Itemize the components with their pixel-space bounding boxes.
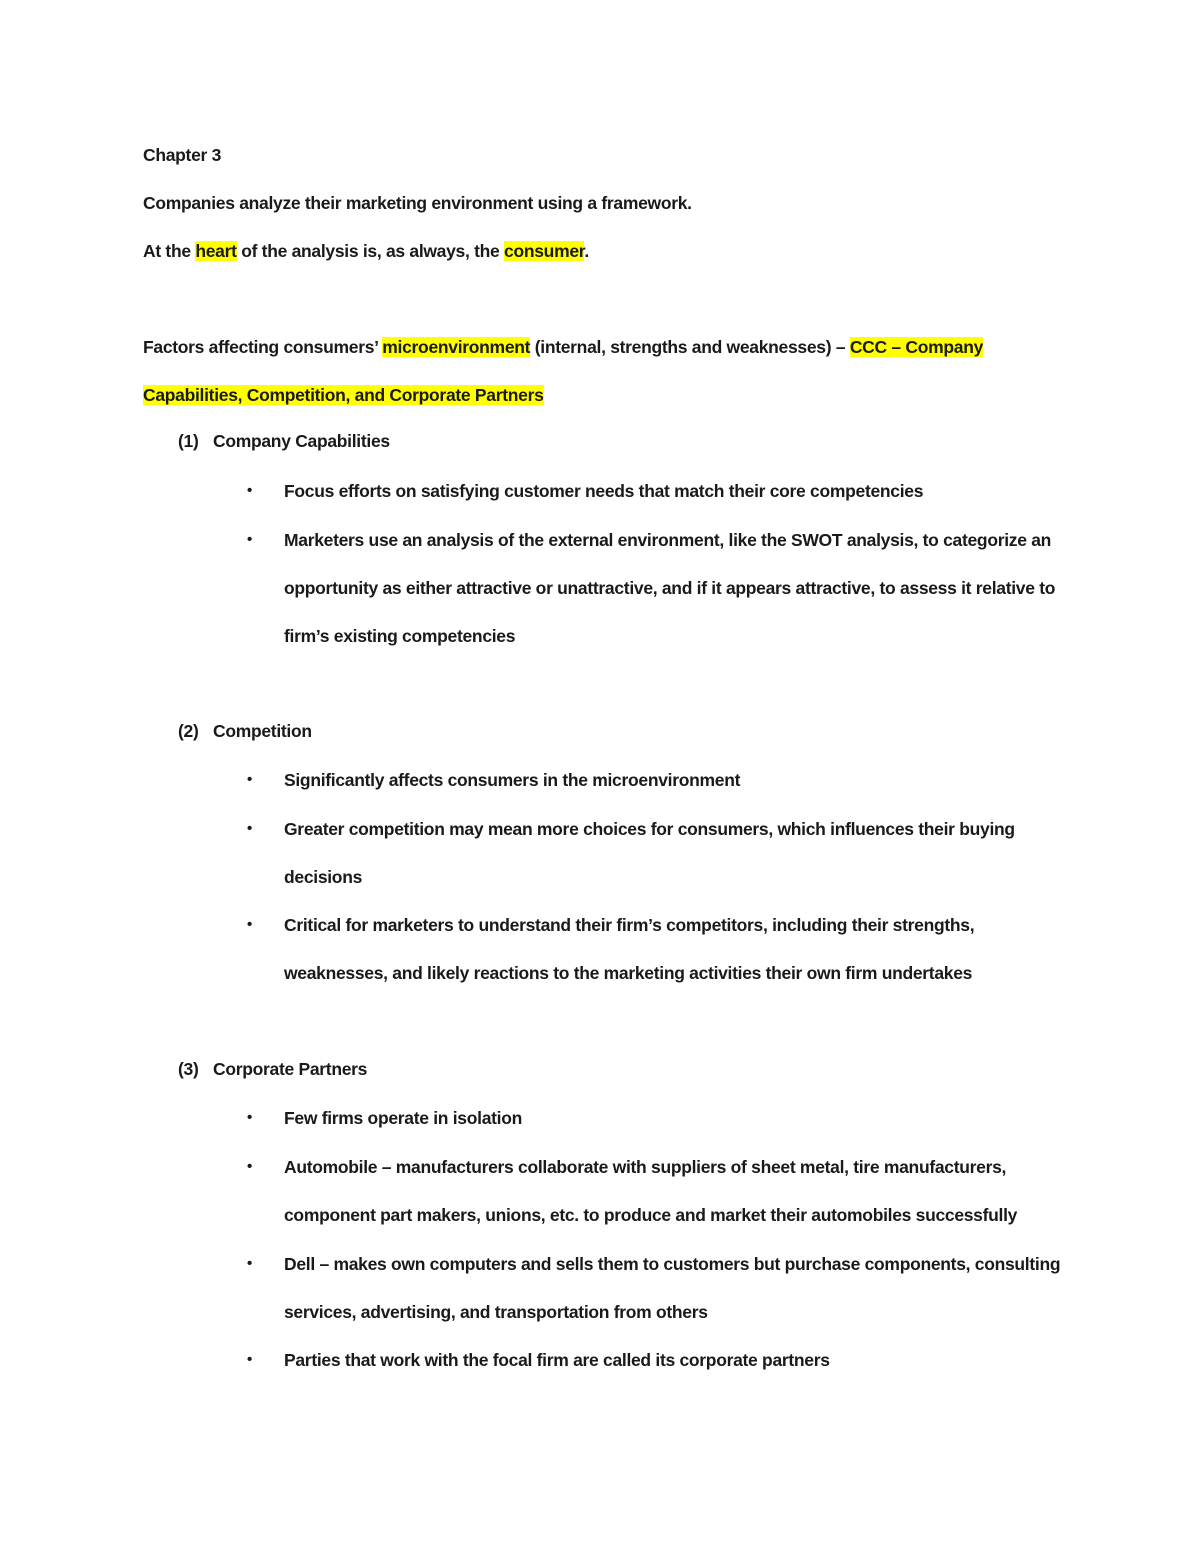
highlight-consumer: consumer bbox=[504, 241, 585, 261]
list-item: Automobile – manufacturers collaborate with suppliers of sheet metal, tire manufacturers, bbox=[284, 1157, 1007, 1177]
heart-text-1: At the bbox=[143, 241, 196, 261]
list-item: Dell – makes own computers and sells them to customers but purchase components, consulting bbox=[284, 1254, 1061, 1274]
section-number: (1) bbox=[178, 431, 199, 451]
intro-paragraph: Companies analyze their marketing environment using a framework. bbox=[143, 193, 692, 213]
list-item: Critical for marketers to understand their firm’s competitors, including their strengths, bbox=[284, 915, 975, 935]
heart-text-3: . bbox=[584, 241, 589, 261]
highlight-microenvironment: microenvironment bbox=[382, 337, 531, 357]
bullet-icon: • bbox=[247, 771, 252, 788]
factors-text-1: Factors affecting consumers’ bbox=[143, 337, 383, 357]
bullet-icon: • bbox=[247, 1158, 252, 1175]
bullet-icon: • bbox=[247, 820, 252, 837]
bullet-icon: • bbox=[247, 1351, 252, 1368]
factors-paragraph-line-1 bbox=[143, 336, 983, 358]
bullet-icon: • bbox=[247, 916, 252, 933]
bullet-icon: • bbox=[247, 482, 252, 499]
list-item-continuation: services, advertising, and transportation from others bbox=[284, 1302, 708, 1322]
bullet-icon: • bbox=[247, 1255, 252, 1272]
chapter-title: Chapter 3 bbox=[143, 145, 222, 165]
section-title: Company Capabilities bbox=[213, 431, 390, 451]
section-title: Corporate Partners bbox=[213, 1059, 368, 1079]
highlight-heart: heart bbox=[195, 241, 237, 261]
list-item-continuation: firm’s existing competencies bbox=[284, 626, 516, 646]
section-number: (3) bbox=[178, 1059, 199, 1079]
highlight-ccc-company: CCC – Company bbox=[849, 337, 984, 357]
section-number: (2) bbox=[178, 721, 199, 741]
factors-text-2: (internal, strengths and weaknesses) – bbox=[530, 337, 850, 357]
list-item-continuation: component part makers, unions, etc. to produce and market their automobiles successfully bbox=[284, 1205, 1018, 1225]
list-item: Marketers use an analysis of the external environment, like the SWOT analysis, to categorize an bbox=[284, 530, 1052, 550]
bullet-icon: • bbox=[247, 1109, 252, 1126]
factors-paragraph-line-2 bbox=[143, 384, 544, 406]
section-title: Competition bbox=[213, 721, 312, 741]
highlight-ccc-rest: Capabilities, Competition, and Corporate Partners bbox=[143, 385, 544, 405]
list-item-continuation: decisions bbox=[284, 867, 363, 887]
list-item: Significantly affects consumers in the microenvironment bbox=[284, 770, 741, 790]
list-item: Few firms operate in isolation bbox=[284, 1108, 522, 1128]
heart-paragraph bbox=[143, 240, 589, 262]
list-item-continuation: weaknesses, and likely reactions to the marketing activities their own firm undertakes bbox=[284, 963, 973, 983]
list-item-continuation: opportunity as either attractive or unattractive, and if it appears attractive, to assess it relative to bbox=[284, 578, 1056, 598]
bullet-icon: • bbox=[247, 531, 252, 548]
list-item: Focus efforts on satisfying customer needs that match their core competencies bbox=[284, 481, 924, 501]
list-item: Parties that work with the focal firm are called its corporate partners bbox=[284, 1350, 830, 1370]
list-item: Greater competition may mean more choices for consumers, which influences their buying bbox=[284, 819, 1015, 839]
heart-text-2: of the analysis is, as always, the bbox=[236, 241, 505, 261]
